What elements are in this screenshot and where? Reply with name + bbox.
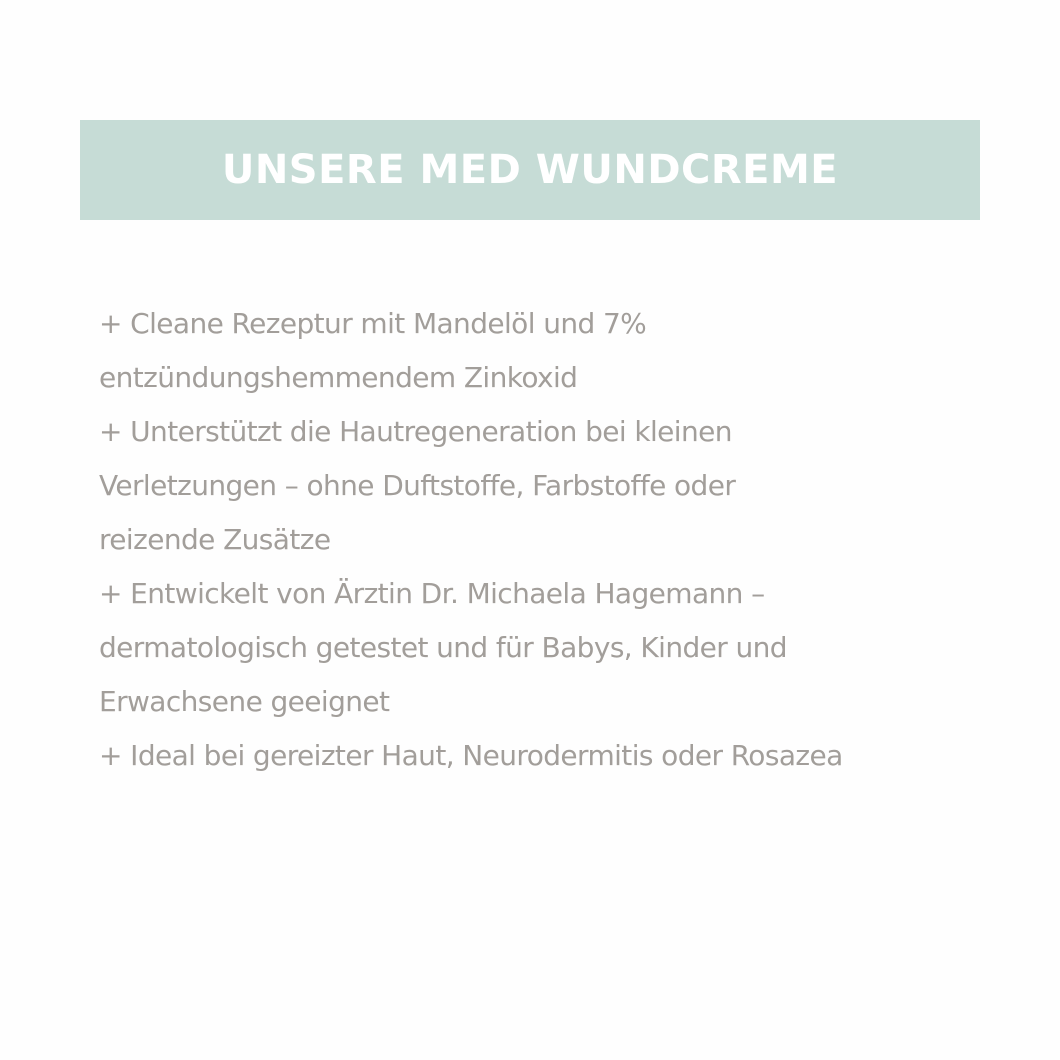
feature-line: + Unterstützt die Hautregeneration bei kleinen [99, 415, 732, 448]
feature-line: Erwachsene geeignet [99, 685, 390, 718]
feature-line: entzündungshemmendem Zinkoxid [99, 361, 578, 394]
feature-item [99, 405, 999, 567]
feature-list [99, 297, 999, 783]
feature-line: Verletzungen – ohne Duftstoffe, Farbstoffe oder [99, 469, 736, 502]
feature-item [99, 297, 999, 405]
feature-line: + Ideal bei gereizter Haut, Neurodermitis oder Rosazea [99, 739, 843, 772]
feature-line: reizende Zusätze [99, 523, 331, 556]
feature-item [99, 729, 999, 783]
feature-line: + Cleane Rezeptur mit Mandelöl und 7% [99, 307, 647, 340]
feature-item [99, 567, 999, 729]
feature-line: dermatologisch getestet und für Babys, Kinder und [99, 631, 787, 664]
feature-line: + Entwickelt von Ärztin Dr. Michaela Hagemann – [99, 577, 765, 610]
page-title: UNSERE MED WUNDCREME [221, 147, 839, 193]
title-banner [80, 120, 980, 220]
